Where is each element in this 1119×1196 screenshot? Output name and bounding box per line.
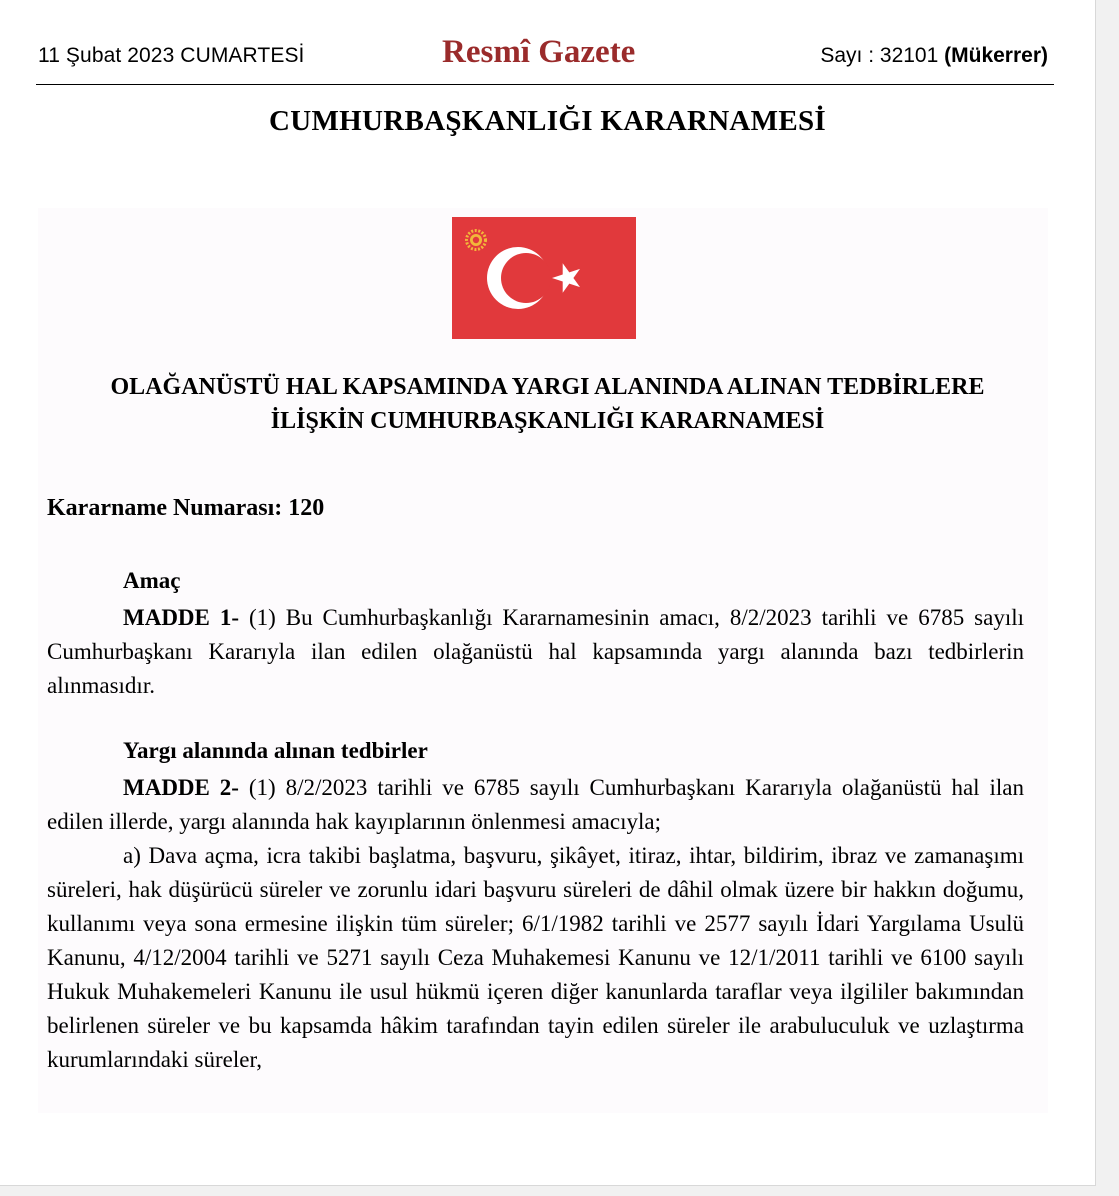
decree-title-line-1: OLAĞANÜSTÜ HAL KAPSAMINDA YARGI ALANINDA ALINAN TEDBİRLERE	[110, 374, 985, 400]
article-2-text: (1) 8/2/2023 tarihli ve 6785 sayılı Cumhurbaşkanı Kararıyla olağanüstü hal ilan edilen illerde, yargı alanında hak kayıplarının önlenmesi amacıyla;	[47, 775, 1024, 834]
decree-title-line-2: İLİŞKİN CUMHURBAŞKANLIĞI KARARNAMESİ	[270, 408, 825, 434]
turkish-flag-with-presidential-emblem	[452, 217, 636, 339]
issue-number-text: Sayı : 32101	[820, 44, 939, 67]
page-title: CUMHURBAŞKANLIĞI KARARNAMESİ	[268, 105, 827, 137]
article-1-paragraph	[47, 601, 1024, 703]
article-2-label: MADDE 2-	[123, 775, 239, 800]
section-heading-measures: Yargı alanında alınan tedbirler	[123, 738, 428, 763]
decree-number: Kararname Numarası: 120	[47, 495, 325, 521]
crescent-inner	[501, 253, 551, 303]
article-2	[47, 771, 1024, 1077]
issue-number	[820, 44, 1048, 68]
gazette-name: Resmî Gazete	[442, 34, 636, 70]
issue-date: 11 Şubat 2023 CUMARTESİ	[38, 44, 305, 67]
article-1-text: (1) Bu Cumhurbaşkanlığı Kararnamesinin amacı, 8/2/2023 tarihli ve 6785 sayılı Cumhurbaşkanı Kararıyla ilan edilen olağanüstü hal kapsamında yargı alanında bazı tedbirlerin alınmasıdır.	[47, 605, 1024, 698]
article-1-label: MADDE 1-	[123, 605, 239, 630]
article-2-paragraph	[47, 771, 1024, 839]
decree-title	[0, 370, 1095, 438]
article-2-clause-a: a) Dava açma, icra takibi başlatma, başvuru, şikâyet, itiraz, ihtar, bildirim, ibraz ve zamanaşımı süreleri, hak düşürücü süreler ve zorunlu idari başvuru süreleri de dâhil olmak üzere bir hakkın doğumu, kullanımı veya sona ermesine ilişkin tüm süreler; 6/1/1982 tarihli ve 2577 sayılı İdari Yargılama Usulü Kanunu, 4/12/2004 tarihli ve 5271 sayılı Ceza Muhakemesi Kanunu ve 12/1/2011 tarihli ve 6100 sayılı Hukuk Muhakemeleri Kanunu ile usul hükmü içeren diğer kanunlarda taraflar veya ilgililer bakımından belirlenen süreler ve bu kapsamda hâkim tarafından tayin edilen süreler ile arabuluculuk ve uzlaştırma kurumlarındaki süreler,	[47, 843, 1024, 1072]
issue-extra-label: (Mükerrer)	[944, 44, 1048, 67]
section-heading-purpose: Amaç	[123, 568, 181, 593]
article-1	[47, 601, 1024, 703]
header-divider	[36, 84, 1054, 85]
